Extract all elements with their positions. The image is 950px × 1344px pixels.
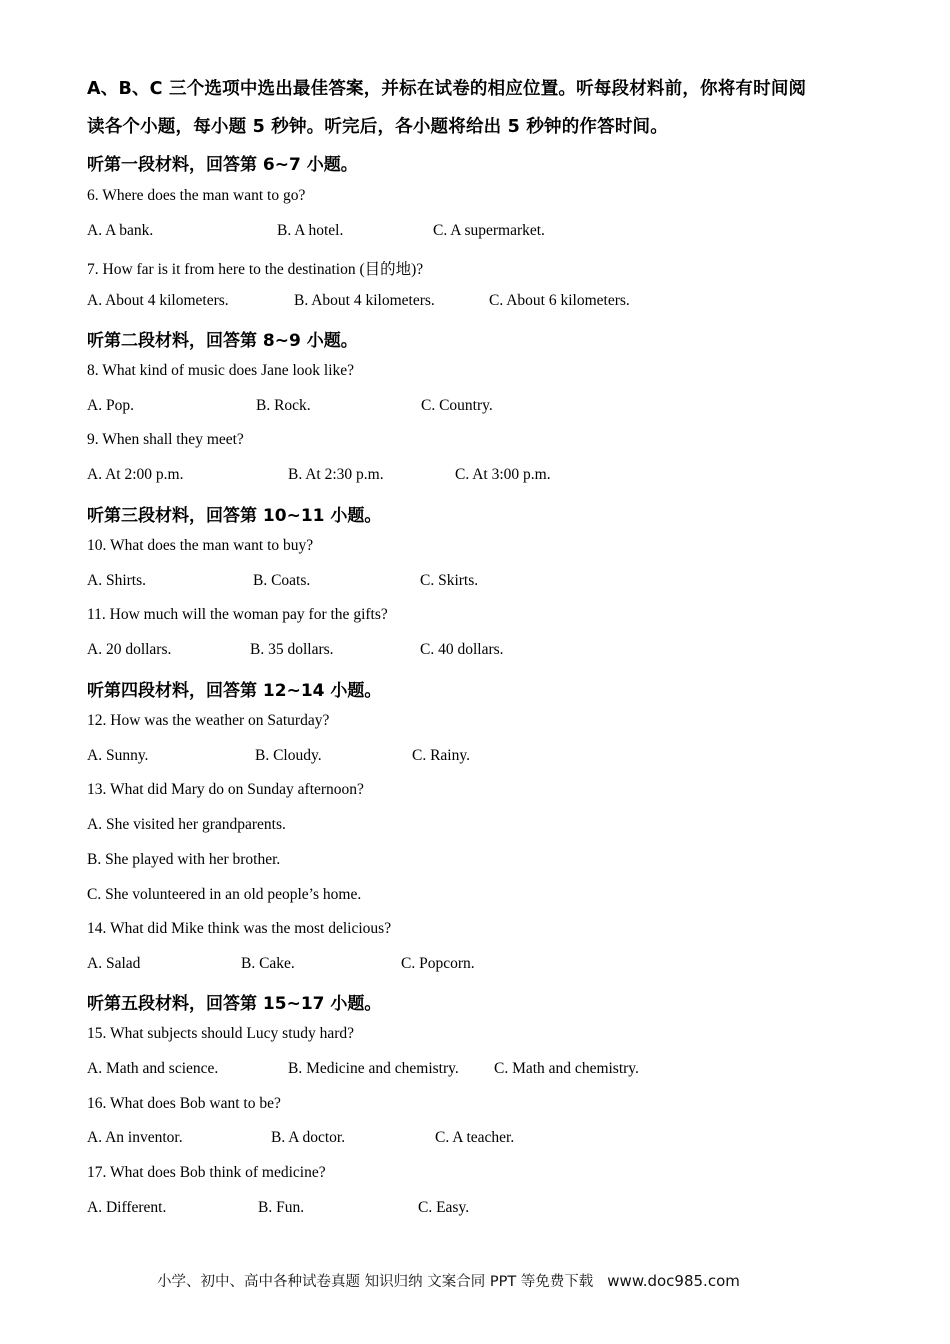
q14-option-b: B. Cake. xyxy=(241,955,295,972)
question-11: 11. How much will the woman pay for the gifts? xyxy=(87,606,388,623)
q16-option-b: B. A doctor. xyxy=(271,1129,346,1146)
question-12: 12. How was the weather on Saturday? xyxy=(87,712,330,729)
question-9: 9. When shall they meet? xyxy=(87,431,244,448)
q13-option-c: C. She volunteered in an old people’s home. xyxy=(87,886,362,903)
question-8: 8. What kind of music does Jane look like? xyxy=(87,362,355,379)
q6-option-c: C. A supermarket. xyxy=(433,222,545,239)
q15-option-b: B. Medicine and chemistry. xyxy=(288,1060,459,1077)
q7-option-b: B. About 4 kilometers. xyxy=(294,292,435,309)
footer-url[interactable]: www.doc985.com xyxy=(607,1272,740,1290)
question-16: 16. What does Bob want to be? xyxy=(87,1095,281,1112)
section-3-heading: 听第三段材料，回答第 10~11 小题。 xyxy=(87,506,382,526)
q16-option-c: C. A teacher. xyxy=(435,1129,515,1146)
q9-option-c: C. At 3:00 p.m. xyxy=(455,466,551,483)
q15-option-a: A. Math and science. xyxy=(87,1060,219,1077)
q11-option-c: C. 40 dollars. xyxy=(420,641,504,658)
question-13: 13. What did Mary do on Sunday afternoon? xyxy=(87,781,364,798)
q12-option-a: A. Sunny. xyxy=(87,747,149,764)
q11-option-a: A. 20 dollars. xyxy=(87,641,172,658)
q9-option-a: A. At 2:00 p.m. xyxy=(87,466,184,483)
q15-option-c: C. Math and chemistry. xyxy=(494,1060,639,1077)
q6-option-b: B. A hotel. xyxy=(277,222,344,239)
instructions-line-2: 读各个小题，每小题 5 秒钟。听完后，各小题将给出 5 秒钟的作答时间。 xyxy=(87,117,668,137)
q9-option-b: B. At 2:30 p.m. xyxy=(288,466,384,483)
question-10: 10. What does the man want to buy? xyxy=(87,537,314,554)
q8-option-a: A. Pop. xyxy=(87,397,134,414)
q14-option-c: C. Popcorn. xyxy=(401,955,475,972)
q14-option-a: A. Salad xyxy=(87,955,141,972)
question-14: 14. What did Mike think was the most delicious? xyxy=(87,920,392,937)
instructions-line-1: A、B、C 三个选项中选出最佳答案，并标在试卷的相应位置。听每段材料前，你将有时间阅 xyxy=(87,79,807,99)
q6-option-a: A. A bank. xyxy=(87,222,154,239)
q13-option-b: B. She played with her brother. xyxy=(87,851,281,868)
q10-option-a: A. Shirts. xyxy=(87,572,146,589)
q12-option-c: C. Rainy. xyxy=(412,747,470,764)
section-5-heading: 听第五段材料，回答第 15~17 小题。 xyxy=(87,994,382,1014)
question-17: 17. What does Bob think of medicine? xyxy=(87,1164,326,1181)
section-4-heading: 听第四段材料，回答第 12~14 小题。 xyxy=(87,681,382,701)
section-1-heading: 听第一段材料，回答第 6~7 小题。 xyxy=(87,155,358,175)
q10-option-b: B. Coats. xyxy=(253,572,311,589)
q13-option-a: A. She visited her grandparents. xyxy=(87,816,286,833)
q16-option-a: A. An inventor. xyxy=(87,1129,183,1146)
q8-option-b: B. Rock. xyxy=(256,397,311,414)
section-2-heading: 听第二段材料，回答第 8~9 小题。 xyxy=(87,331,358,351)
q7-option-c: C. About 6 kilometers. xyxy=(489,292,630,309)
q10-option-c: C. Skirts. xyxy=(420,572,479,589)
question-15: 15. What subjects should Lucy study hard? xyxy=(87,1025,355,1042)
q12-option-b: B. Cloudy. xyxy=(255,747,322,764)
q8-option-c: C. Country. xyxy=(421,397,493,414)
page-footer xyxy=(157,1270,740,1291)
footer-text: 小学、初中、高中各种试卷真题 知识归纳 文案合同 PPT 等免费下载 xyxy=(157,1274,594,1290)
q17-option-a: A. Different. xyxy=(87,1199,167,1216)
question-6: 6. Where does the man want to go? xyxy=(87,187,306,204)
q11-option-b: B. 35 dollars. xyxy=(250,641,334,658)
q17-option-b: B. Fun. xyxy=(258,1199,305,1216)
question-7: 7. How far is it from here to the destination (目的地)? xyxy=(87,261,424,278)
q17-option-c: C. Easy. xyxy=(418,1199,470,1216)
q7-option-a: A. About 4 kilometers. xyxy=(87,292,229,309)
